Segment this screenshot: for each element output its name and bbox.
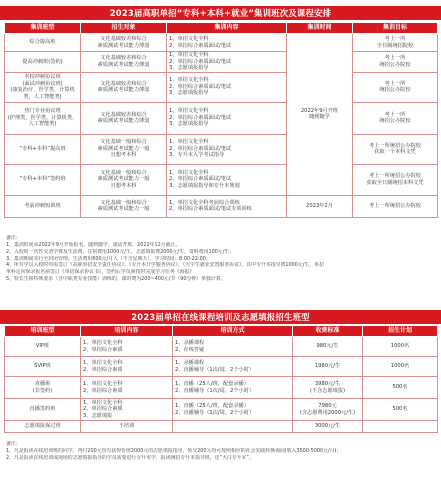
cell-line: 文化基础较差和综合	[100, 80, 147, 87]
cell-target	[81, 102, 167, 134]
cell-goal	[353, 134, 438, 164]
cell-goal	[353, 52, 438, 73]
header-content: 集训内容	[167, 23, 287, 34]
cell-class-type	[5, 399, 81, 421]
table-row	[5, 421, 438, 433]
cell-line: 1、单招文化全科	[83, 381, 123, 387]
table-header-row	[5, 23, 438, 34]
cell-line: 考上一所统招公办院校	[369, 173, 421, 179]
cell-line: 热门专业协议班	[24, 108, 61, 115]
table-row	[5, 164, 438, 195]
cell-plan	[363, 377, 438, 399]
cell-fee	[293, 399, 363, 421]
cell-method	[173, 337, 293, 357]
table-row	[5, 195, 438, 217]
cell-line: 2、单招综合素质面试/笔试	[169, 114, 232, 121]
cell-line: 3、志愿填报指导	[169, 65, 209, 71]
cell-content	[167, 52, 287, 73]
cell-line: 3、志愿填报指导和专升本规划	[169, 182, 240, 189]
cell-line: (不含志愿填报)	[309, 387, 346, 394]
cell-class-type	[5, 337, 81, 357]
table-row	[5, 357, 438, 377]
cell-line: 3000元/生	[314, 423, 341, 430]
header-method: 培训方式	[173, 326, 293, 337]
cell-line: 1、单招文化全科	[169, 169, 209, 176]
section1-title: 2023届高职单招“专科+本科+就业”集训班次及课程安排	[0, 6, 441, 20]
cell-content	[81, 357, 173, 377]
cell-line: 直播签约班	[29, 406, 56, 413]
cell-line: 1、单招文化全科	[169, 36, 209, 42]
cell-line: 2、单招综合素质面试/笔试	[169, 176, 232, 183]
cell-plan	[363, 421, 438, 433]
cell-line: 考上一所	[384, 36, 406, 42]
cell-line: 2、直播辅导（1次/周，2个小时）	[175, 387, 255, 394]
cell-line: 2、单招综合素质	[83, 406, 123, 413]
cell-line: 考上一所统招公办院校	[369, 142, 421, 149]
table-row	[5, 34, 438, 52]
cell-content	[167, 72, 287, 102]
cell-line: (非签约)	[32, 387, 53, 394]
cell-target	[81, 134, 167, 164]
cell-line: 2、单招综合素质面试/笔试	[169, 83, 232, 90]
cell-class-type	[5, 72, 81, 102]
cell-line: 2023年2月	[306, 202, 333, 209]
cell-class-type	[5, 377, 81, 399]
cell-target	[81, 164, 167, 195]
cell-line: 3、志愿填报	[83, 412, 113, 419]
note-line: 4、所有学员入校时均需签订《高职单招安全责任协议》、《专升本升学服务协议》、《大学生就业安置服务协议》，其中专升本指导费1000元/生，单招	[6, 262, 324, 269]
cell-class-type	[5, 357, 81, 377]
cell-line: 2、在线答疑	[175, 346, 205, 353]
cell-line: 1980元/生	[314, 363, 341, 370]
cell-fee	[293, 421, 363, 433]
table-row	[5, 72, 438, 102]
cell-line: 1、直播（25人/班，配套录播）	[175, 381, 249, 387]
cell-target	[81, 34, 167, 52]
cell-class-type	[5, 52, 81, 73]
cell-line: 1、直播（25人/班，配套录播）	[175, 403, 249, 409]
cell-fee	[293, 377, 363, 399]
cell-class-type	[5, 102, 81, 134]
cell-line: 素质测试考试能力薄弱	[97, 118, 150, 124]
cell-content	[81, 337, 173, 357]
cell-line: 且想考本科	[110, 182, 137, 189]
cell-content	[167, 164, 287, 195]
cell-class-type	[5, 164, 81, 195]
cell-plan	[363, 399, 438, 421]
cell-line: 1000名	[390, 343, 410, 350]
cell-method	[173, 357, 293, 377]
cell-line: 不培训	[118, 423, 135, 430]
cell-line: 500名	[392, 384, 408, 391]
cell-content	[167, 134, 287, 164]
cell-line: 考上一所统招公办院校	[369, 202, 421, 209]
cell-line: 2、单招综合素质面试/笔试	[169, 42, 232, 49]
cell-line: 考上一所	[384, 111, 406, 118]
cell-line: 志愿填报保过班	[24, 423, 61, 430]
cell-line: 获取一个本科文凭	[374, 149, 416, 155]
cell-line: 980元/生	[316, 343, 339, 350]
header-goal: 集训目标	[353, 23, 438, 34]
cell-line: 1、单招文化全科	[169, 52, 209, 58]
cell-line: 素质测试考试能力薄弱	[97, 42, 150, 49]
cell-content	[81, 399, 173, 421]
cell-line: 文化基础较差和综合	[100, 36, 147, 42]
cell-line: 且想考本科	[110, 152, 137, 159]
cell-line: 1、单招文化全科	[83, 360, 123, 366]
cell-line: (面试冲刺协议班)	[22, 80, 63, 87]
cell-line: 素质测试考试能力一般	[97, 206, 150, 212]
cell-line: 统招公办院校	[379, 61, 411, 68]
notes-title: 备注：	[6, 235, 21, 241]
cell-line: (含志愿费用2000元/生)	[299, 409, 356, 416]
table-header-row	[5, 326, 438, 337]
cell-line: 全日制统招院校	[376, 42, 414, 49]
cell-line: 直播班	[34, 381, 51, 387]
cell-line: 文化基础较差和综合	[100, 55, 147, 62]
cell-line: 素质测试考试能力一般	[97, 176, 150, 183]
cell-line: (康复治疗、医学类、计算机类、人工智能类)	[10, 87, 75, 100]
cell-line: 随到随学	[309, 114, 330, 121]
cell-line: 名校冲刺协议班	[24, 74, 61, 80]
note-line: 单科定向保录报名须签订《单招保录协议书》，签约后学员须按时完成学习任务《海报》	[6, 269, 195, 276]
cell-content	[81, 377, 173, 399]
cell-line: 素质测试考试能力薄弱	[97, 61, 150, 68]
cell-line: 1、单招文化全科考前综合训练	[169, 199, 240, 206]
cell-goal	[353, 195, 438, 217]
cell-line: 500名	[392, 406, 408, 413]
cell-line: 1、单招文化全科	[83, 399, 123, 406]
cell-line: VIP班	[35, 343, 50, 350]
cell-line: 1、录播课程	[175, 360, 205, 366]
cell-line: (护理类、医学类、计算机类、人工智能类)	[7, 114, 78, 128]
table-row	[5, 52, 438, 73]
cell-content	[167, 195, 287, 217]
header-target: 招生对象	[81, 23, 167, 34]
cell-line: 文化基础较差和综合	[100, 111, 147, 118]
table-row	[5, 134, 438, 164]
cell-line: 综合提高班	[29, 39, 56, 46]
cell-content	[167, 102, 287, 134]
cell-line: 2、单招综合素质	[83, 366, 123, 373]
cell-line: 统招公办院校	[379, 118, 411, 124]
cell-time	[287, 195, 353, 217]
cell-line: 3、志愿填报指导	[169, 90, 209, 97]
cell-line: 2、单招综合素质面试/笔试	[169, 145, 232, 152]
cell-line: SVIP班	[34, 363, 51, 370]
header-time: 集训时间	[287, 23, 353, 34]
cell-line: 3、志愿填报指导	[169, 121, 209, 128]
section2-title: 2023届单招在线课程培训及志愿填报招生班型	[0, 310, 441, 324]
cell-goal	[353, 72, 438, 102]
note-line: 1、集训时间从2022年9月开始报名，随到随学，滚动开班，2022年12月截止。	[6, 241, 181, 248]
cell-line: 2、直播辅导（1次/周，2个小时）	[175, 409, 255, 416]
cell-line: 1、单招文化全科	[169, 108, 209, 115]
section2-notes	[6, 441, 435, 462]
cell-line: 1000名	[390, 363, 410, 370]
cell-method	[173, 421, 293, 433]
cell-line: 1、单招文化全科	[169, 139, 209, 146]
cell-line: “专科+本科”提高班	[19, 145, 66, 152]
note-line: 3、集训期间实行全封闭管理，生活费用600元/月人（不含星期天），学习时间：8:00-22:00；	[6, 255, 211, 262]
cell-line: 7980元	[318, 403, 337, 409]
cell-line: 素质测试考试能力一般	[97, 145, 150, 152]
cell-line: 获取全日制统招本科文凭	[366, 179, 424, 186]
cell-line: 1、单招文化全科	[169, 77, 209, 84]
table-row	[5, 337, 438, 357]
cell-line: 考上一所	[384, 80, 406, 87]
cell-plan	[363, 357, 438, 377]
header-content: 培训内容	[81, 326, 173, 337]
cell-goal	[353, 34, 438, 52]
cell-line: 素质测试考试能力薄弱	[97, 87, 150, 93]
table-row	[5, 102, 438, 134]
cell-line: 提高冲刺班(签约)	[22, 58, 63, 65]
cell-line: 考前冲刺短训班	[24, 202, 61, 209]
cell-line: 2、单招综合素质面试/笔试专项训练	[169, 206, 252, 212]
header-fee: 收费标准	[293, 326, 363, 337]
header-class-type: 集训班型	[5, 23, 81, 34]
table-row	[5, 377, 438, 399]
cell-class-type	[5, 34, 81, 52]
cell-fee	[293, 357, 363, 377]
cell-line: 2、单招综合素质面试/笔试	[169, 58, 232, 65]
cell-line: 1、录播课程	[175, 340, 205, 346]
cell-plan	[363, 337, 438, 357]
cell-line: 1、单招文化全科	[83, 340, 123, 346]
cell-line: 2、单招综合素质	[83, 346, 123, 353]
cell-time	[287, 34, 353, 196]
cell-line: 3980元/生	[314, 381, 341, 387]
table-row	[5, 399, 438, 421]
cell-line: 文化基础一般和综合	[100, 169, 147, 176]
note-line: 1、凡是报读在线培训班的同学，再付200元均有获得价值2000元的志愿填报指导，预交200元均可按照相应的社会实践转换询问(收入3500-5000元/月)；	[6, 447, 342, 454]
header-plan: 招生计划	[363, 326, 438, 337]
cell-fee	[293, 337, 363, 357]
cell-line: 2、直播辅导（1次/周，2个小时）	[175, 366, 255, 373]
header-class-type: 培训班型	[5, 326, 81, 337]
note-line: 2、入校时一次性交清学费及生活费，住宿费用1000元/生，志愿填报费2000元/生，资料费用100元/生；	[6, 248, 235, 255]
notes-title: 备注：	[6, 441, 21, 447]
cell-target	[81, 195, 167, 217]
cell-line: 考上一所	[384, 55, 406, 62]
cell-line: 文化基础一般和综合	[100, 139, 147, 146]
training-schedule-table	[4, 22, 438, 218]
cell-line: “专科+本科”签约班	[19, 176, 66, 183]
cell-line: 统招公办院校	[379, 87, 411, 93]
cell-line: 3、专升本入学考试指导	[169, 152, 225, 159]
cell-class-type	[5, 421, 81, 433]
cell-method	[173, 399, 293, 421]
cell-class-type	[5, 195, 81, 217]
cell-line: 文化基础一般和综合	[100, 199, 147, 206]
cell-goal	[353, 164, 438, 195]
cell-content	[81, 421, 173, 433]
cell-target	[81, 52, 167, 73]
section1-notes	[6, 235, 435, 283]
note-line: 2、凡是报读在线培训或现场的志愿填报指导的学员需要进行专升本学，报读统招专升本指导班，送“大白专升本”。	[6, 454, 254, 461]
cell-content	[167, 34, 287, 52]
cell-method	[173, 377, 293, 399]
cell-target	[81, 72, 167, 102]
online-course-table	[4, 325, 438, 433]
cell-line: 2022年9月开班	[300, 107, 339, 114]
cell-line: 2、单招综合素质	[83, 387, 123, 394]
cell-class-type	[5, 134, 81, 164]
note-line: 5、特长生和特殊要求（含中职类专业技能）训练的，课时费为200~400元/节（90分钟）单独计算。	[6, 276, 226, 283]
cell-goal	[353, 102, 438, 134]
